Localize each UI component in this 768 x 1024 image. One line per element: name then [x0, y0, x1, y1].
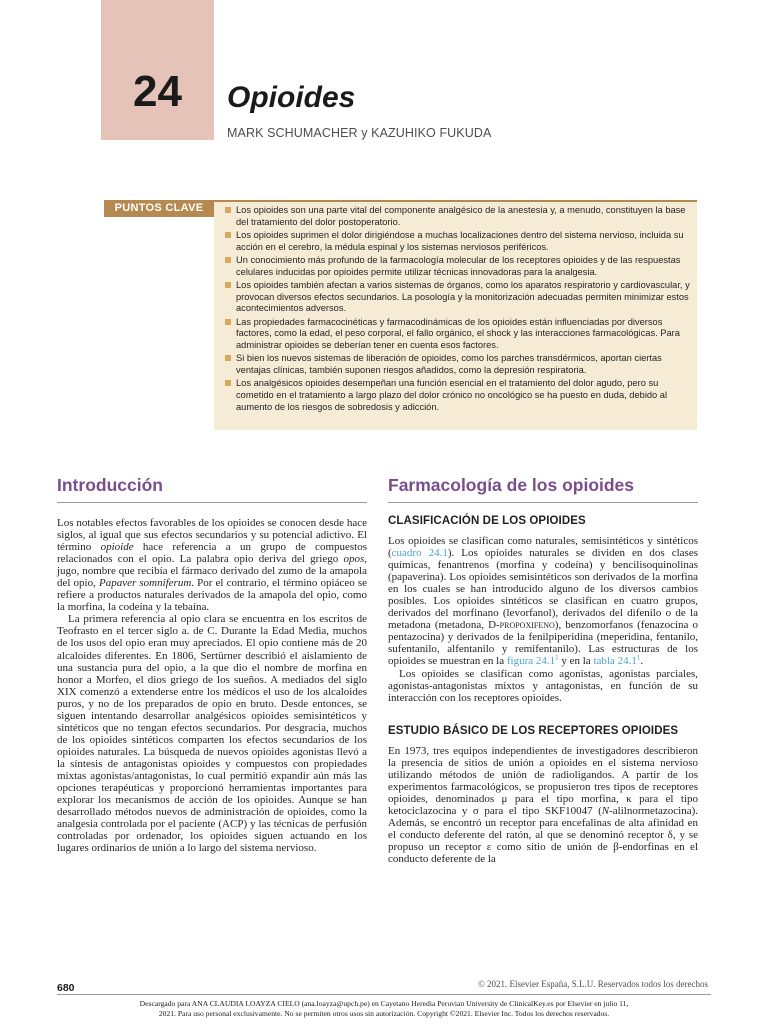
receptors-paragraph-1: En 1973, tres equipos independientes de investigadores describieron la presencia de sitios de unión a opioides en el sistema nervioso utilizando métodos de unión de radioligandos. A partir de los experimentos farmacológicos, se propusieron tres tipos de receptores opioides, denominados μ para el tipo morfina, κ para el tipo ketociclazocina y σ para el tipo SKF10047 (N-alilnormetazocina). Además, se encontró un receptor para encefalinas de alta afinidad en el conducto deferente del ratón, al que se denominó receptor δ, y se propuso un receptor ε como sitio de unión de β-endorfinas en el conducto deferente de la [388, 744, 698, 866]
subheading-clasificacion: CLASIFICACIÓN DE LOS OPIOIDES [388, 515, 586, 527]
key-points-label: PUNTOS CLAVE [104, 200, 214, 217]
right-column [388, 474, 698, 865]
key-point-item [224, 353, 690, 376]
key-points-list [224, 205, 690, 415]
download-notice [60, 999, 708, 1018]
section-heading-farmacologia: Farmacología de los opioides [388, 475, 635, 495]
key-point-item [224, 205, 690, 228]
subheading-receptores: ESTUDIO BÁSICO DE LOS RECEPTORES OPIOIDES [388, 724, 679, 737]
intro-paragraph-2: La primera referencia al opio clara se encuentra en los escritos de Teofrasto en el tercer siglo a. de C. Durante la Edad Media, muchos de los usos del opio eran muy apreciados. El opio contiene más de 20 alcaloides diferentes. En 1806, Sertürner describió el aislamiento de una sustancia pura del opio, a la que dio el nombre de morfina en honor a Morfeo, el dios griego de los sueños. A mediados del siglo XIX comenzó a extenderse entre los médicos el uso de los alcaloides puros, y no de los preparados de opio en bruto. Desde entonces, se siguen intentando desarrollar analgésicos opioides semisintéticos y sintéticos que no tengan efectos secundarios. Por desgracia, muchos de los opioides sintéticos comparten los efectos secundarios de los opioides naturales. La búsqueda de nuevos opioides agonistas llevó a la síntesis de antagonistas opioides y compuestos con propiedades mixtas agonistas/antagonistas, lo cual permitió expandir aún más las opciones terapéuticas y proporcionó herramientas importantes para explorar los mecanismos de acción de los opioides. Aunque se han desarrollado métodos nuevos de administración de opioides, como la analgesia controlada por el paciente (ACP) y las técnicas de perfusión controladas por ordenador, los opioides siguen actuando en los lugares ordinarios de unión a lo largo del sistema nervioso. [57, 613, 367, 855]
left-column [57, 474, 367, 854]
chapter-number: 24 [133, 67, 182, 116]
chapter-authors: MARK SCHUMACHER y KAZUHIKO FUKUDA [227, 126, 492, 140]
download-notice-line: 2021. Para uso personal exclusivamente. No se permiten otros usos sin autorización. Copyright ©2021. Elsevier Inc. Todos los derechos reservados. [158, 1008, 610, 1018]
key-point-text: Los opioides suprimen el dolor dirigiéndose a muchas localizaciones dentro del sistema nervioso, incluida su acción en el cerebro, la médula espinal y los sistemas nerviosos periféricos. [236, 230, 684, 252]
intro-paragraph-1: Los notables efectos favorables de los opioides se conocen desde hace siglos, al igual que sus efectos secundarios y su potencial adictivo. El término opioide hace referencia a un grupo de compuestos relacionados con el opio. La palabra opio deriva del griego opos, jugo, nombre que recibía el fármaco derivado del zumo de la amapola del opio, Papaver somniferum. Por el contrario, el término opiáceo se refiere a productos naturales derivados de la amapola del opio, como la morfina, la codeína y la tebaína. [57, 517, 367, 614]
key-point-text: Los opioides también afectan a varios sistemas de órganos, como los aparatos respiratorio y cardiovascular, y provocan diversos efectos secundarios. La posología y la monitorización adecuadas permiten minimizar estos acontecimientos adversos. [236, 280, 690, 314]
square-bullet-icon [225, 380, 231, 386]
key-point-item [224, 280, 690, 315]
figure-24-1-link[interactable]: figura 24.1 [506, 655, 556, 668]
key-point-text: Un conocimiento más profundo de la farmacología molecular de los receptores opioides y de las respuestas celulares inducidas por opioides permite utilizar técnicas innovadoras para la analgesia. [236, 255, 681, 277]
key-point-item [224, 378, 690, 413]
box-24-1-link[interactable]: cuadro 24.1 [391, 547, 448, 560]
square-bullet-icon [225, 319, 231, 325]
classification-paragraph-1: Los opioides se clasifican como naturales, semisintéticos y sintéticos (cuadro 24.1). Los opioides naturales se dividen en dos clases químicas, fenantrenos (morfina y codeína) y bencilisoquinolinas (papaverina). Los opioides semisintéticos son derivados de la morfina en los cuales se han introducido alguno de los diversos cambios posibles. Los opioides sintéticos se clasifican en cuatro grupos, derivados del morfinano (levorfanol), derivados del difenilo o de la metadona (metadona, D-propoxifeno), benzomorfanos (fenazocina o pentazocina) y derivados de la fenilpiperidina (meperidina, fentanilo, sufentanilo, alfentanilo y remifentanilo). Las estructuras de los opioides se muestran en la figura 24.1$^1$ y en la tabla 24.1$^1$. [388, 535, 698, 668]
square-bullet-icon [225, 282, 231, 288]
key-point-item [224, 255, 690, 278]
key-point-item [224, 317, 690, 352]
square-bullet-icon [225, 232, 231, 238]
square-bullet-icon [225, 257, 231, 263]
page-number: 680 [57, 982, 75, 994]
square-bullet-icon [225, 355, 231, 361]
footer-rule [57, 994, 711, 995]
key-point-text: Las propiedades farmacocinéticas y farmacodinámicas de los opioides están influenciadas por diversos factores, como la edad, el peso corporal, el fallo orgánico, el shock y las interacciones farmacológicas. Para administrar opioides se deberían tener en cuenta esos factores. [236, 316, 680, 351]
chapter-title: Opioides [227, 81, 356, 114]
key-point-text: Los opioides son una parte vital del componente analgésico de la anestesia y, a menudo, constituyen la base del tratamiento del dolor postoperatorio. [236, 205, 686, 227]
square-bullet-icon [225, 207, 231, 213]
table-24-1-link[interactable]: tabla 24.1 [593, 655, 637, 668]
section-heading-introduccion: Introducción [57, 475, 163, 495]
reference-superscript-link[interactable]: 1 [636, 653, 641, 662]
classification-paragraph-2: Los opioides se clasifican como agonistas, agonistas parciales, agonistas-antagonistas mixtos y antagonistas, en función de su interacción con los receptores opioides. [388, 667, 698, 704]
key-point-item [224, 230, 690, 253]
copyright-notice: © 2021. Elsevier España, S.L.U. Reservados todos los derechos [477, 979, 708, 989]
download-notice-line: Descargado para ANA CLAUDIA LOAYZA CIELO (ana.loayza@upch.pe) en Cayetano Heredia Peruvian University de ClinicalKey.es por Elsevier en julio 11, [139, 999, 629, 1008]
key-point-text: Si bien los nuevos sistemas de liberación de opioides, como los parches transdérmicos, aportan ciertas ventajas clínicas, también suponen riesgos añadidos, como la depresión respiratoria. [236, 353, 662, 376]
key-point-text: Los analgésicos opioides desempeñan una función esencial en el tratamiento del dolor agudo, pero su cometido en el tratamiento a largo plazo del dolor crónico no oncológico se ha puesto en duda, debido al aumento de los riesgos de sobredosis y adicción. [236, 378, 668, 412]
reference-superscript-link[interactable]: 1 [555, 653, 559, 662]
